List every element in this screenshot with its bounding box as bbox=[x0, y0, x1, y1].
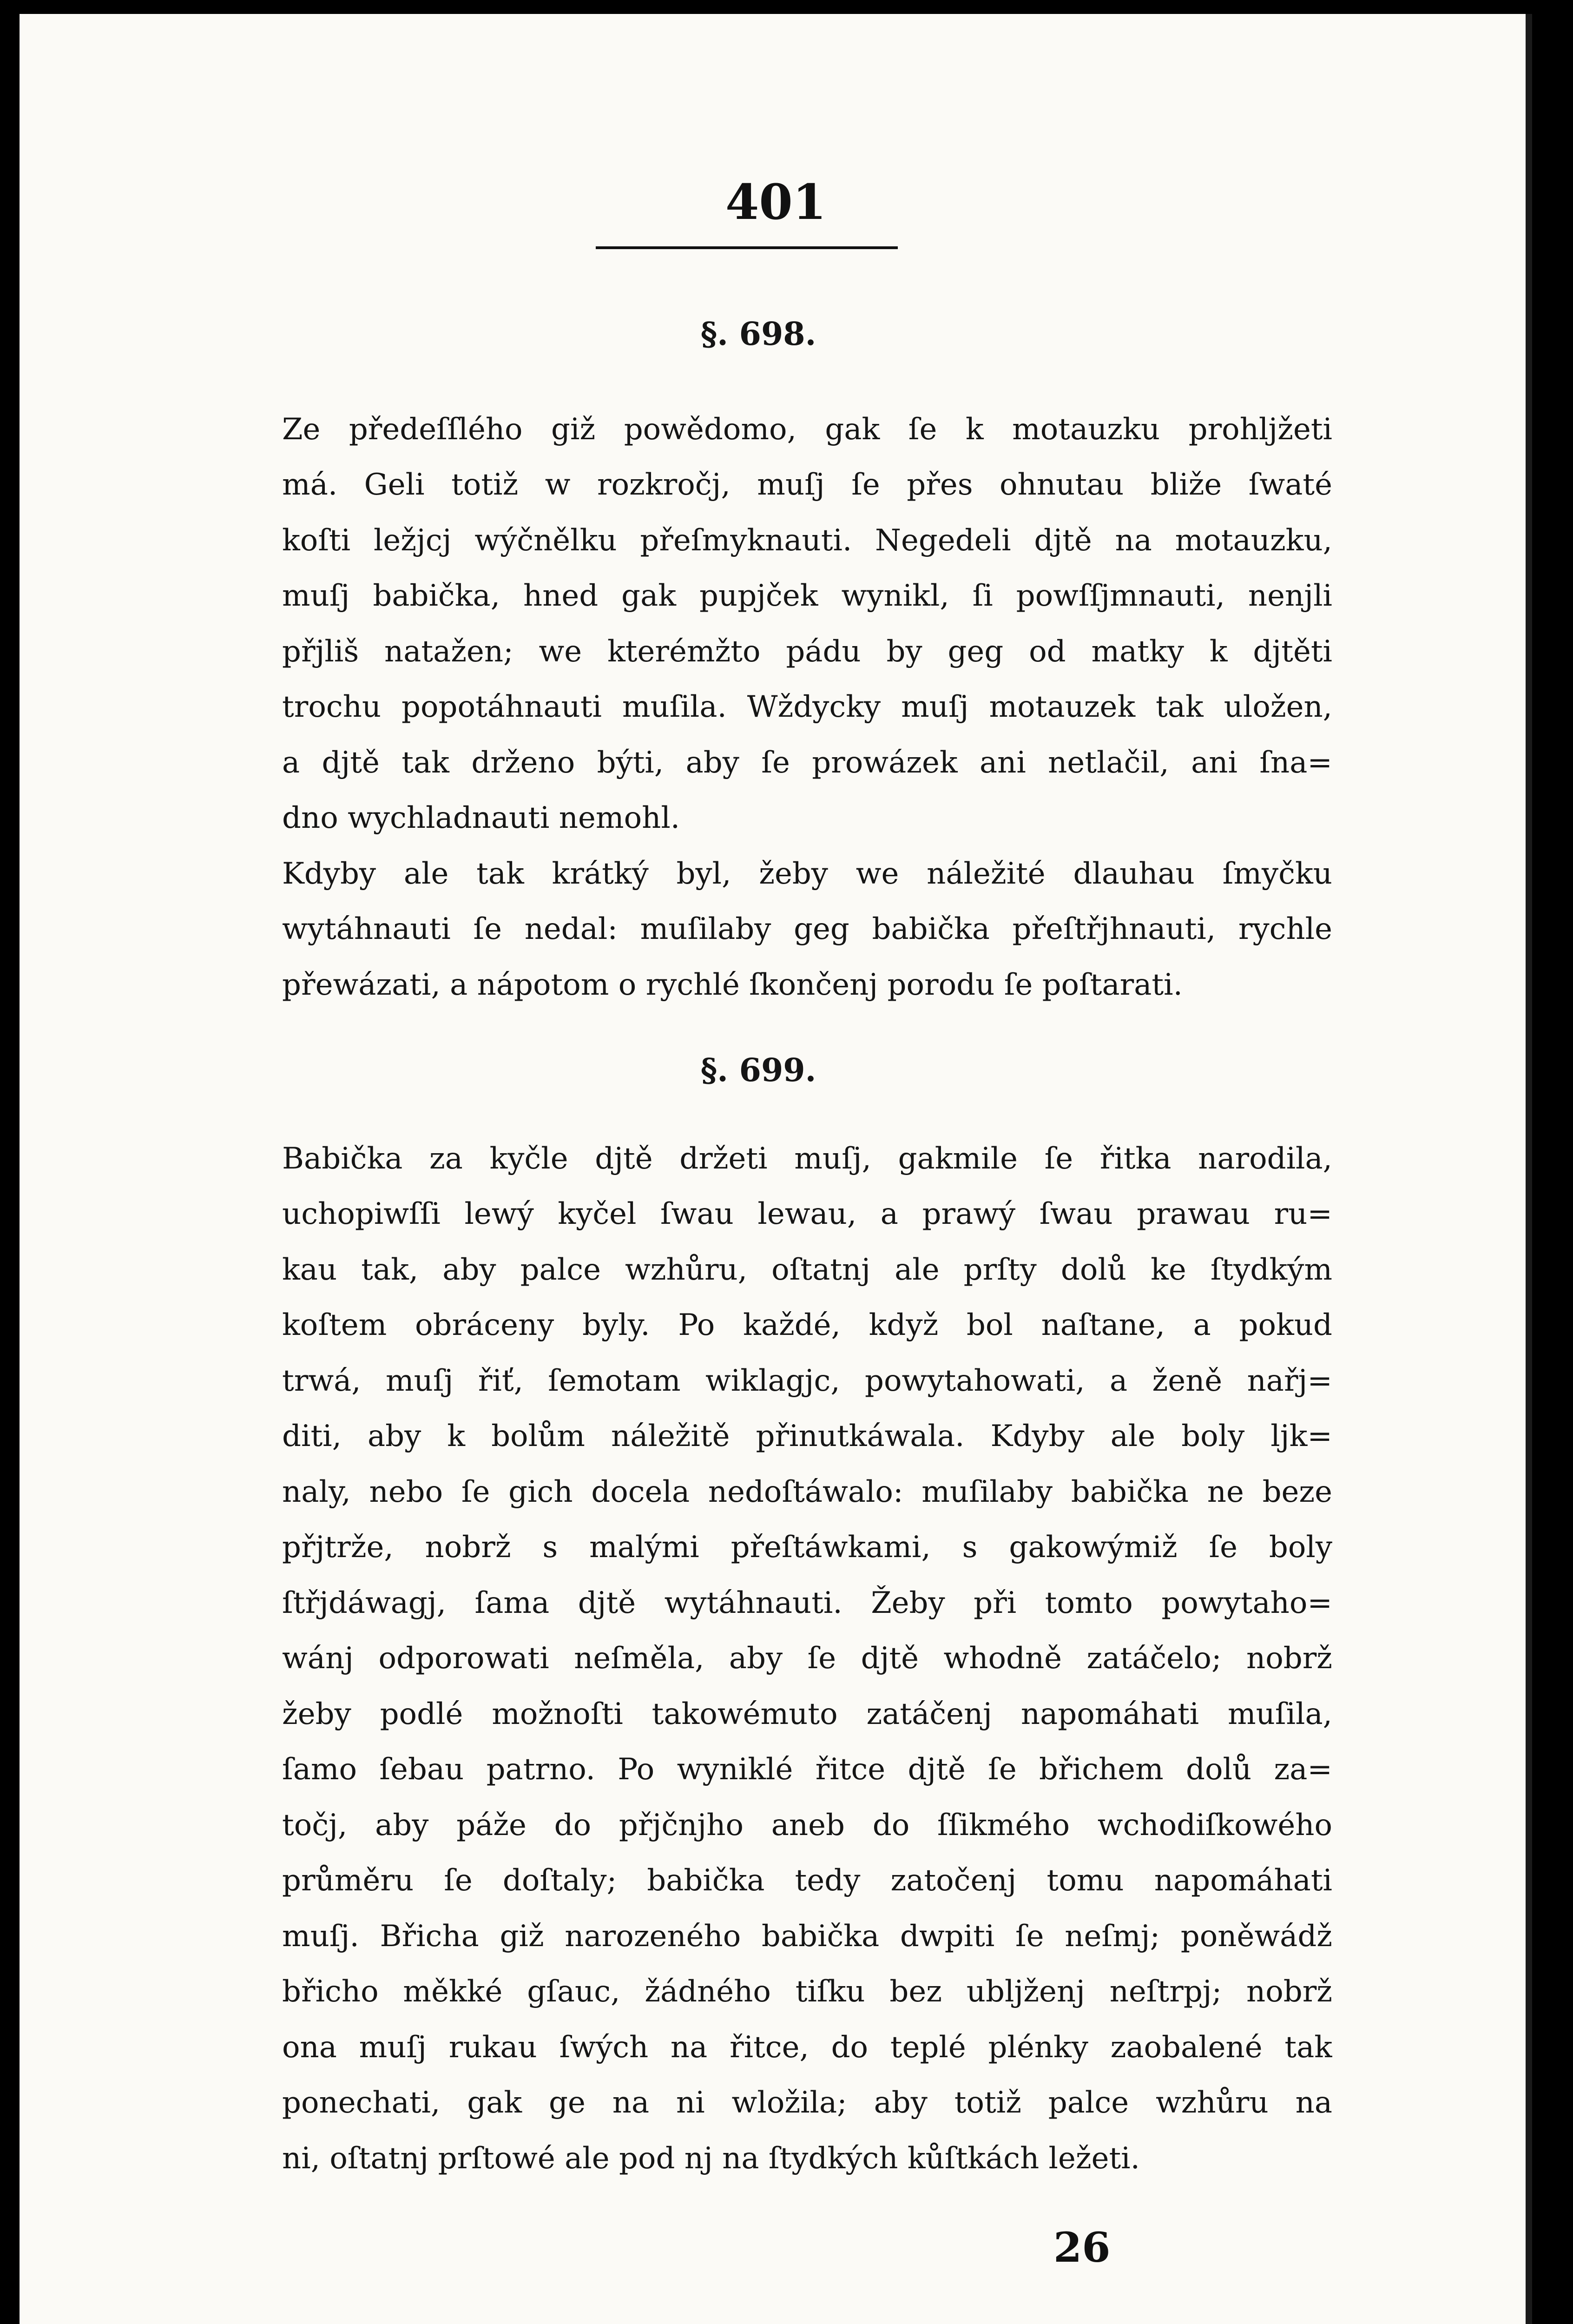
paragraph bbox=[184, 402, 1332, 846]
text-line: muſj babička, hned gak pupjček wynikl, ſi powſſjmnauti, nenjli bbox=[282, 579, 1332, 613]
text-line: ponechati, gak ge na ni wložila; aby totiž palce wzhůru na bbox=[282, 2086, 1332, 2120]
text-line: a djtě tak drženo býti, aby ſe prowázek ani netlačil, ani ſna= bbox=[282, 745, 1332, 780]
text-line: diti, aby k bolům náležitě přinutkáwala. Kdyby ale boly ljk= bbox=[282, 1419, 1332, 1453]
text-line: přjliš natažen; we kterémžto pádu by geg od matky k djtěti bbox=[282, 634, 1332, 669]
text-line: trochu popotáhnauti muſila. Wždycky muſj motauzek tak uložen, bbox=[282, 690, 1332, 724]
text-line: dno wychladnauti nemohl. bbox=[282, 801, 680, 835]
paragraph bbox=[184, 1131, 1332, 2187]
section-heading: §. 698. bbox=[700, 316, 816, 353]
text-line: ona muſj rukau ſwých na řitce, do teplé plénky zaobalené tak bbox=[282, 2030, 1332, 2065]
text-line: uchopiwſſi lewý kyčel ſwau lewau, a prawý ſwau prawau ru= bbox=[282, 1197, 1332, 1231]
page-edge-shadow bbox=[1526, 14, 1532, 2324]
text-line: koſti ležjcj wýčnělku přeſmyknauti. Negedeli djtě na motauzku, bbox=[282, 523, 1332, 558]
text-line: Ze předeſſlého giž powědomo, gak ſe k motauzku prohljžeti bbox=[282, 412, 1332, 447]
text-line: břicho měkké gſauc, žádného tiſku bez ubljženj neſtrpj; nobrž bbox=[282, 1974, 1332, 2009]
text-line: přewázati, a nápotom o rychlé ſkončenj porodu ſe poſtarati. bbox=[282, 967, 1183, 1002]
text-line: trwá, muſj řiť, ſemotam wiklagjc, powytahowati, a ženě nařj= bbox=[282, 1363, 1332, 1398]
text-line: průměru ſe doſtaly; babička tedy zatočenj tomu napomáhati bbox=[282, 1863, 1332, 1898]
text-line: ſtřjdáwagj, ſama djtě wytáhnauti. Žeby při tomto powytaho= bbox=[282, 1585, 1332, 1620]
text-line: ni, oſtatnj prſtowé ale pod nj na ſtydkých kůſtkách ležeti. bbox=[282, 2141, 1140, 2176]
text-line: točj, aby páže do přjčnjho aneb do ſſikmého wchodiſkowého bbox=[282, 1808, 1332, 1842]
text-line: má. Geli totiž w rozkročj, muſj ſe přes ohnutau bliže ſwaté bbox=[282, 468, 1332, 502]
section-heading: §. 699. bbox=[700, 1052, 816, 1089]
body-text bbox=[184, 307, 1332, 2186]
text-line: přjtrže, nobrž s malými přeſtáwkami, s gakowýmiž ſe boly bbox=[282, 1530, 1332, 1565]
page-number: 401 bbox=[725, 173, 827, 231]
text-line: ſamo ſebau patrno. Po wyniklé řitce djtě ſe břichem dolů za= bbox=[282, 1752, 1332, 1787]
text-line: koſtem obráceny byly. Po každé, když bol naſtane, a pokud bbox=[282, 1308, 1332, 1342]
signature-mark: 26 bbox=[1053, 2223, 1111, 2271]
text-line: kau tak, aby palce wzhůru, oſtatnj ale prſty dolů ke ſtydkým bbox=[282, 1252, 1332, 1287]
text-line: žeby podlé možnoſti takowémuto zatáčenj napomáhati muſila, bbox=[282, 1697, 1332, 1731]
text-line: wánj odporowati neſměla, aby ſe djtě whodně zatáčelo; nobrž bbox=[282, 1641, 1332, 1676]
book-page bbox=[20, 14, 1532, 2324]
text-line: muſj. Břicha giž narozeného babička dwpiti ſe neſmj; poněwádž bbox=[282, 1919, 1332, 1954]
paragraph bbox=[184, 846, 1332, 1013]
text-line: Kdyby ale tak krátký byl, žeby we náležité dlauhau ſmyčku bbox=[282, 856, 1332, 891]
header-rule bbox=[596, 246, 898, 249]
text-line: naly, nebo ſe gich docela nedoſtáwalo: muſilaby babička ne beze bbox=[282, 1474, 1332, 1509]
text-line: Babička za kyčle djtě držeti muſj, gakmile ſe řitka narodila, bbox=[282, 1141, 1332, 1176]
text-line: wytáhnauti ſe nedal: muſilaby geg babička přeſtřjhnauti, rychle bbox=[282, 912, 1332, 946]
